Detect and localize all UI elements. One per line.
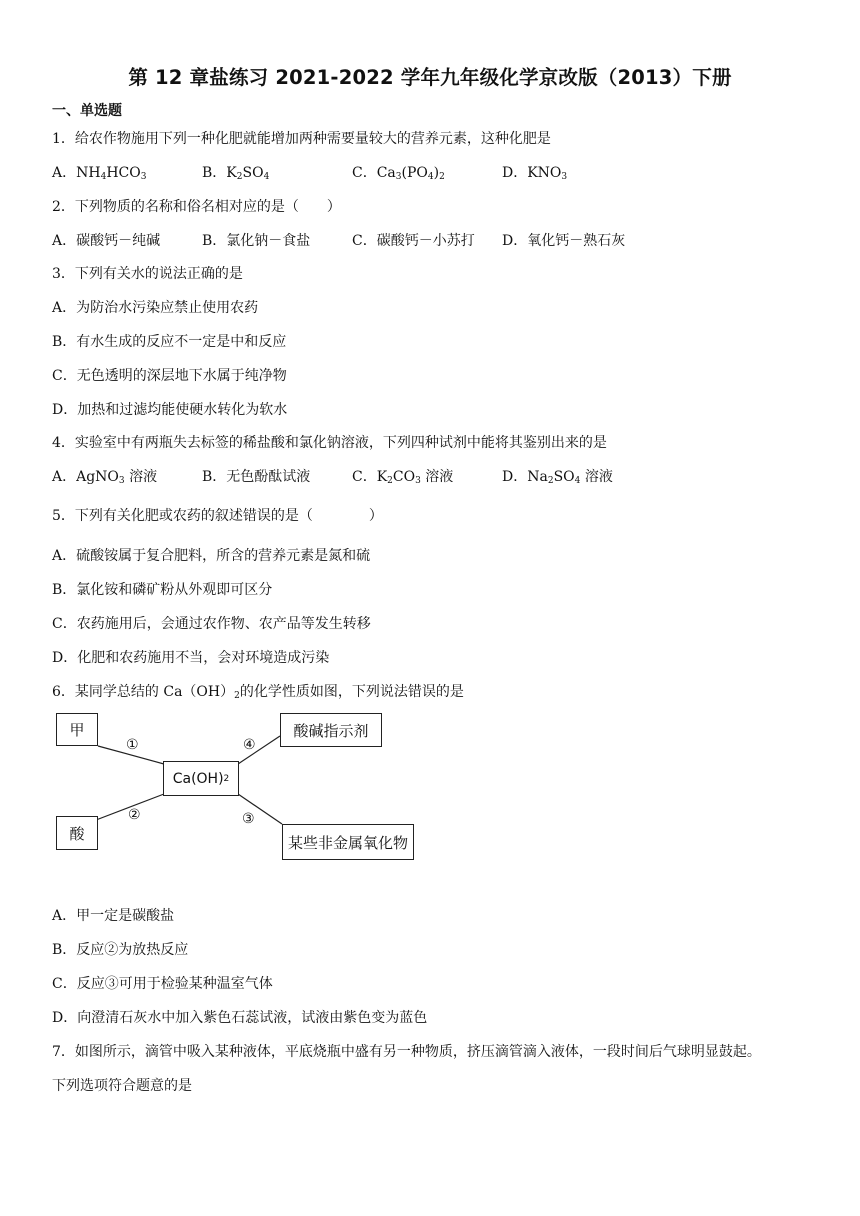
q1-option-a: A．$NH_4HCO_3$ <box>52 165 147 182</box>
box-jia: 甲 <box>56 713 98 746</box>
question-6-stem: 6．某同学总结的 $Ca(OH)_2$的化学性质如图，下列说法错误的是 <box>52 684 464 701</box>
q6-option-d: D．向澄清石灰水中加入紫色石蕊试液，试液由紫色变为蓝色 <box>52 1010 428 1026</box>
q3-option-d: D．加热和过滤均能使硬水转化为软水 <box>52 402 288 418</box>
q3-option-c: C．无色透明的深层地下水属于纯净物 <box>52 368 287 384</box>
label-reaction-3: ③ <box>242 811 255 827</box>
q2-option-d: D．氧化钙－熟石灰 <box>502 233 626 249</box>
box-nonmetal-oxide: 某些非金属氧化物 <box>282 824 414 860</box>
q4-option-d: D．$Na_2SO_4$ 溶液 <box>502 469 613 486</box>
q5-option-b: B．氯化铵和磷矿粉从外观即可区分 <box>52 582 273 598</box>
q6-option-c: C．反应③可用于检验某种温室气体 <box>52 976 273 992</box>
question-5-stem: 5．下列有关化肥或农药的叙述错误的是（ ） <box>52 508 383 524</box>
section-heading: 一、单选题 <box>52 103 122 119</box>
box-indicator: 酸碱指示剂 <box>280 713 382 747</box>
question-4-stem: 4．实验室中有两瓶失去标签的稀盐酸和氯化钠溶液，下列四种试剂中能将其鉴别出来的是 <box>52 435 607 451</box>
box-acid: 酸 <box>56 816 98 850</box>
q4-option-c: C．$K_2CO_3$ 溶液 <box>352 469 454 486</box>
question-2-stem: 2．下列物质的名称和俗名相对应的是（ ） <box>52 199 341 215</box>
q5-option-a: A．硫酸铵属于复合肥料，所含的营养元素是氮和硫 <box>52 548 371 564</box>
label-reaction-4: ④ <box>243 737 256 753</box>
question-7-stem-line1: 7．如图所示，滴管中吸入某种液体，平底烧瓶中盛有另一种物质，挤压滴管滴入液体，一段时间后气球明显鼓起。 <box>52 1044 761 1060</box>
q5-option-d: D．化肥和农药施用不当，会对环境造成污染 <box>52 650 330 666</box>
q1-option-c: C．$Ca_3(PO_4)_2$ <box>352 165 445 182</box>
q6-option-b: B．反应②为放热反应 <box>52 942 189 958</box>
q1-option-d: D．$KNO_3$ <box>502 165 568 182</box>
q3-option-a: A．为防治水污染应禁止使用农药 <box>52 300 259 316</box>
q2-option-b: B．氯化钠－食盐 <box>202 233 311 249</box>
q6-option-a: A．甲一定是碳酸盐 <box>52 908 175 924</box>
q4-option-a: A．AgNO$_3$ 溶液 <box>52 469 158 486</box>
q5-option-c: C．农药施用后，会通过农作物、农产品等发生转移 <box>52 616 371 632</box>
question-1-stem: 1．给农作物施用下列一种化肥就能增加两种需要量较大的营养元素，这种化肥是 <box>52 131 551 147</box>
caoh2-properties-diagram <box>56 708 426 868</box>
label-reaction-1: ① <box>126 737 139 753</box>
q2-option-a: A．碳酸钙－纯碱 <box>52 233 161 249</box>
q1-option-b: B．$K_2SO_4$ <box>202 165 270 182</box>
question-3-stem: 3．下列有关水的说法正确的是 <box>52 266 243 282</box>
q2-option-c: C．碳酸钙－小苏打 <box>352 233 475 249</box>
box-caoh2: Ca(OH) 2 <box>163 761 239 796</box>
q4-option-b: B．无色酚酞试液 <box>202 469 311 485</box>
q3-option-b: B．有水生成的反应不一定是中和反应 <box>52 334 287 350</box>
question-7-stem-line2: 下列选项符合题意的是 <box>52 1078 192 1094</box>
label-reaction-2: ② <box>128 807 141 823</box>
page-title: 第 12 章盐练习 2021-2022 学年九年级化学京改版（2013）下册 <box>128 66 732 89</box>
